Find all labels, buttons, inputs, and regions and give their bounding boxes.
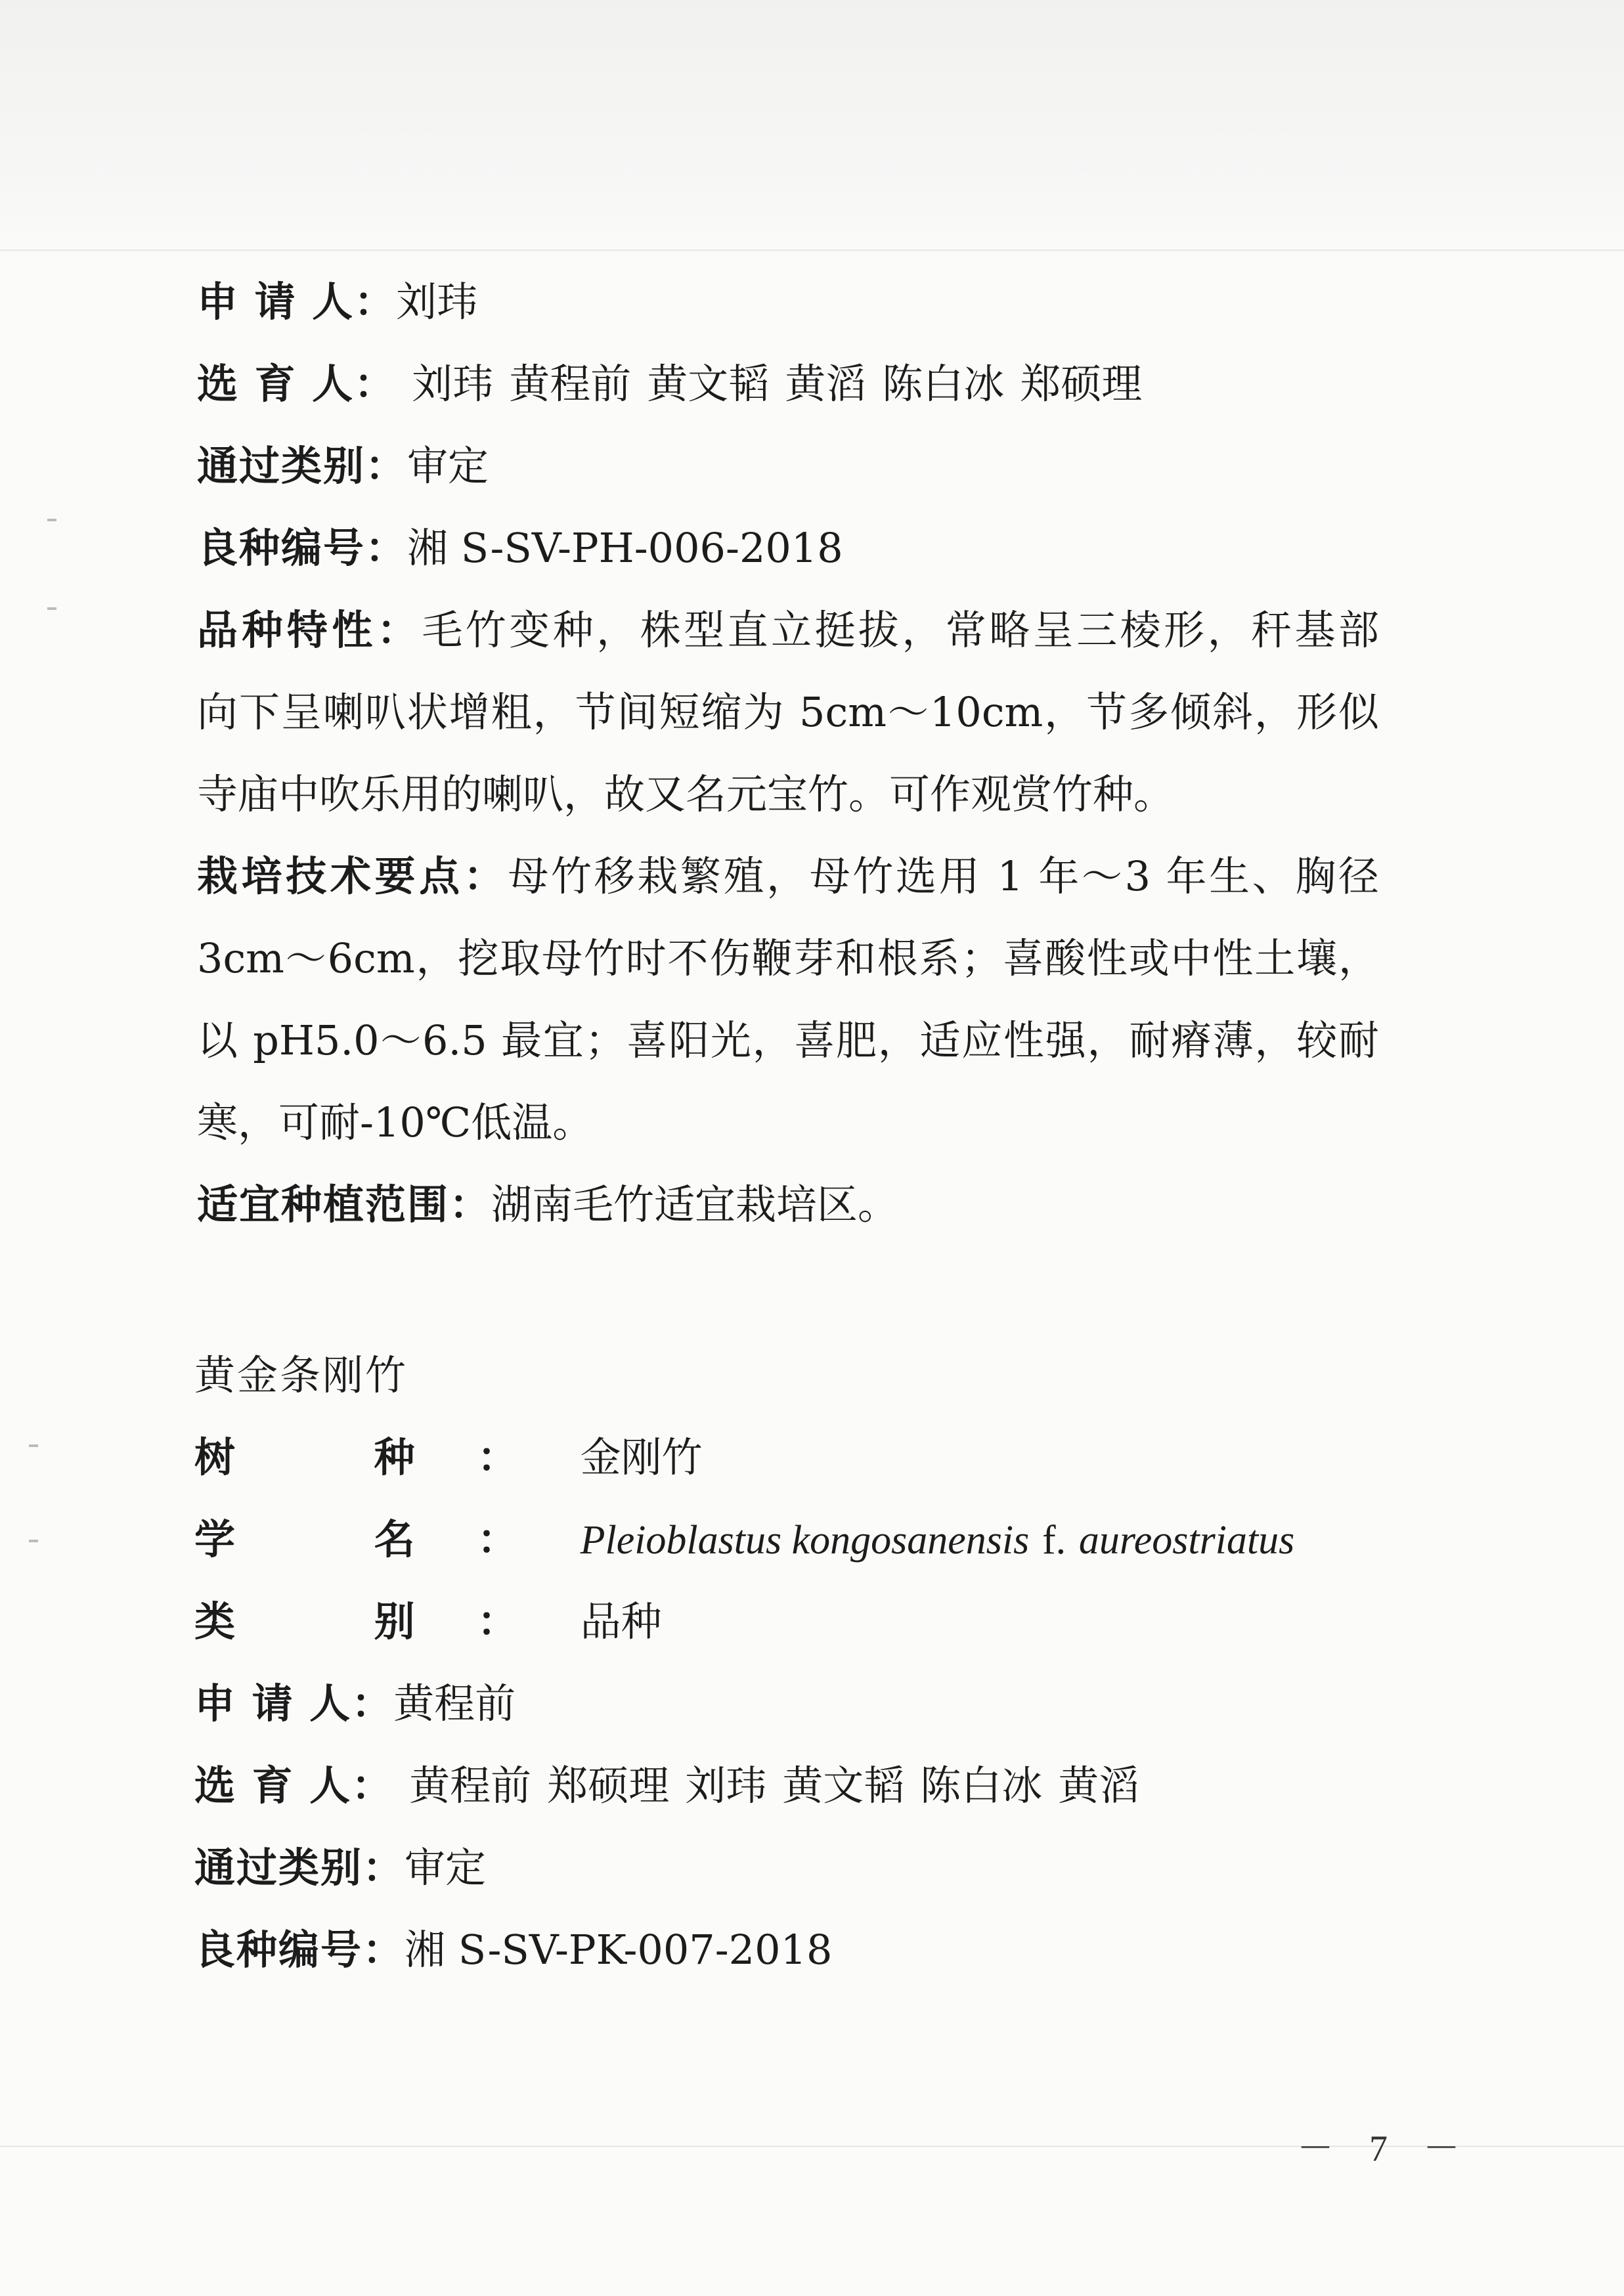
category-row xyxy=(197,440,489,492)
traits-label: 品种特性： xyxy=(197,606,422,654)
variety-number-label: 良种编号： xyxy=(194,1926,405,1974)
cultivation-line: 以 pH5.0～6.5 最宜；喜阳光，喜肥，适应性强，耐瘠薄，较耐 xyxy=(197,1016,1379,1064)
planting-range-value: 湖南毛竹适宜栽培区。 xyxy=(491,1180,899,1228)
breeder-name: 刘玮 xyxy=(412,360,494,408)
breeders-row xyxy=(197,358,1142,410)
breeder-name: 郑硕理 xyxy=(547,1762,670,1809)
scientific-name-row xyxy=(194,1513,1294,1566)
breeders-label: 选 育 人： xyxy=(194,1762,394,1809)
applicant-value: 黄程前 xyxy=(393,1679,516,1727)
margin-mark xyxy=(47,519,56,521)
category-value: 审定 xyxy=(405,1844,487,1892)
breeder-name: 黄文韬 xyxy=(782,1762,905,1809)
breeder-name: 黄程前 xyxy=(509,360,632,408)
variety-title: 黄金条刚竹 xyxy=(194,1351,408,1399)
breeders-row xyxy=(194,1760,1139,1812)
species-label: 树 种： xyxy=(194,1433,581,1481)
scan-shading xyxy=(0,0,1624,263)
variety-number-value: 湘 S-SV-PK-007-2018 xyxy=(405,1926,833,1974)
traits-line: 向下呈喇叭状增粗，节间短缩为 5cm～10cm，节多倾斜，形似 xyxy=(197,688,1379,736)
scientific-name-rank: f. xyxy=(1042,1518,1066,1563)
scientific-name-form: aureostriatus xyxy=(1078,1518,1295,1563)
cultivation-line xyxy=(197,850,1379,903)
applicant-row xyxy=(194,1678,516,1730)
applicant-label: 申 请 人： xyxy=(197,278,397,326)
category-row xyxy=(194,1842,486,1894)
breeder-name: 黄滔 xyxy=(1058,1762,1140,1809)
cultivation-label: 栽培技术要点： xyxy=(197,852,508,900)
cultivation-line: 3cm～6cm，挖取母竹时不伤鞭芽和根系；喜酸性或中性土壤， xyxy=(197,934,1379,982)
species-row xyxy=(194,1431,703,1484)
scientific-name-label: 学 名： xyxy=(194,1515,581,1563)
type-value: 品种 xyxy=(580,1597,662,1645)
breeder-name: 黄程前 xyxy=(409,1762,532,1809)
breeder-name: 陈白冰 xyxy=(882,360,1005,408)
breeders-label: 选 育 人： xyxy=(197,360,397,408)
category-label: 通过类别： xyxy=(194,1844,405,1892)
breeder-name: 刘玮 xyxy=(685,1762,767,1809)
margin-mark xyxy=(29,1444,38,1447)
breeder-name: 陈白冰 xyxy=(920,1762,1043,1809)
applicant-row xyxy=(197,276,477,328)
variety-number-value: 湘 S-SV-PH-006-2018 xyxy=(407,524,843,572)
margin-mark xyxy=(47,607,56,610)
breeder-name: 黄滔 xyxy=(785,360,867,408)
breeder-name: 郑硕理 xyxy=(1020,360,1143,408)
type-row xyxy=(194,1595,662,1648)
applicant-label: 申 请 人： xyxy=(194,1679,394,1727)
variety-number-row xyxy=(197,522,843,574)
scientific-name-binomial: Pleioblastus kongosanensis xyxy=(580,1518,1030,1563)
variety-number-row xyxy=(194,1924,832,1976)
category-value: 审定 xyxy=(407,442,489,490)
planting-range-label: 适宜种植范围： xyxy=(197,1180,492,1228)
traits-text: 毛竹变种，株型直立挺拔，常略呈三棱形，秆基部 xyxy=(422,606,1379,654)
cultivation-line: 寒，可耐-10℃低温。 xyxy=(197,1098,594,1146)
traits-line xyxy=(197,604,1379,657)
type-label: 类 别： xyxy=(194,1597,581,1645)
traits-line: 寺庙中吹乐用的喇叭，故又名元宝竹。可作观赏竹种。 xyxy=(197,770,1175,818)
breeder-name: 黄文韬 xyxy=(647,360,770,408)
category-label: 通过类别： xyxy=(197,442,408,490)
margin-mark xyxy=(29,1540,38,1542)
scan-artifact-line xyxy=(0,249,1624,251)
species-value: 金刚竹 xyxy=(580,1433,703,1481)
page-number: － 7 － xyxy=(1297,2129,1473,2169)
cultivation-text: 母竹移栽繁殖，母竹选用 1 年～3 年生、胸径 xyxy=(508,852,1379,900)
variety-number-label: 良种编号： xyxy=(197,524,408,572)
applicant-value: 刘玮 xyxy=(396,278,478,326)
planting-range-row xyxy=(197,1179,898,1231)
